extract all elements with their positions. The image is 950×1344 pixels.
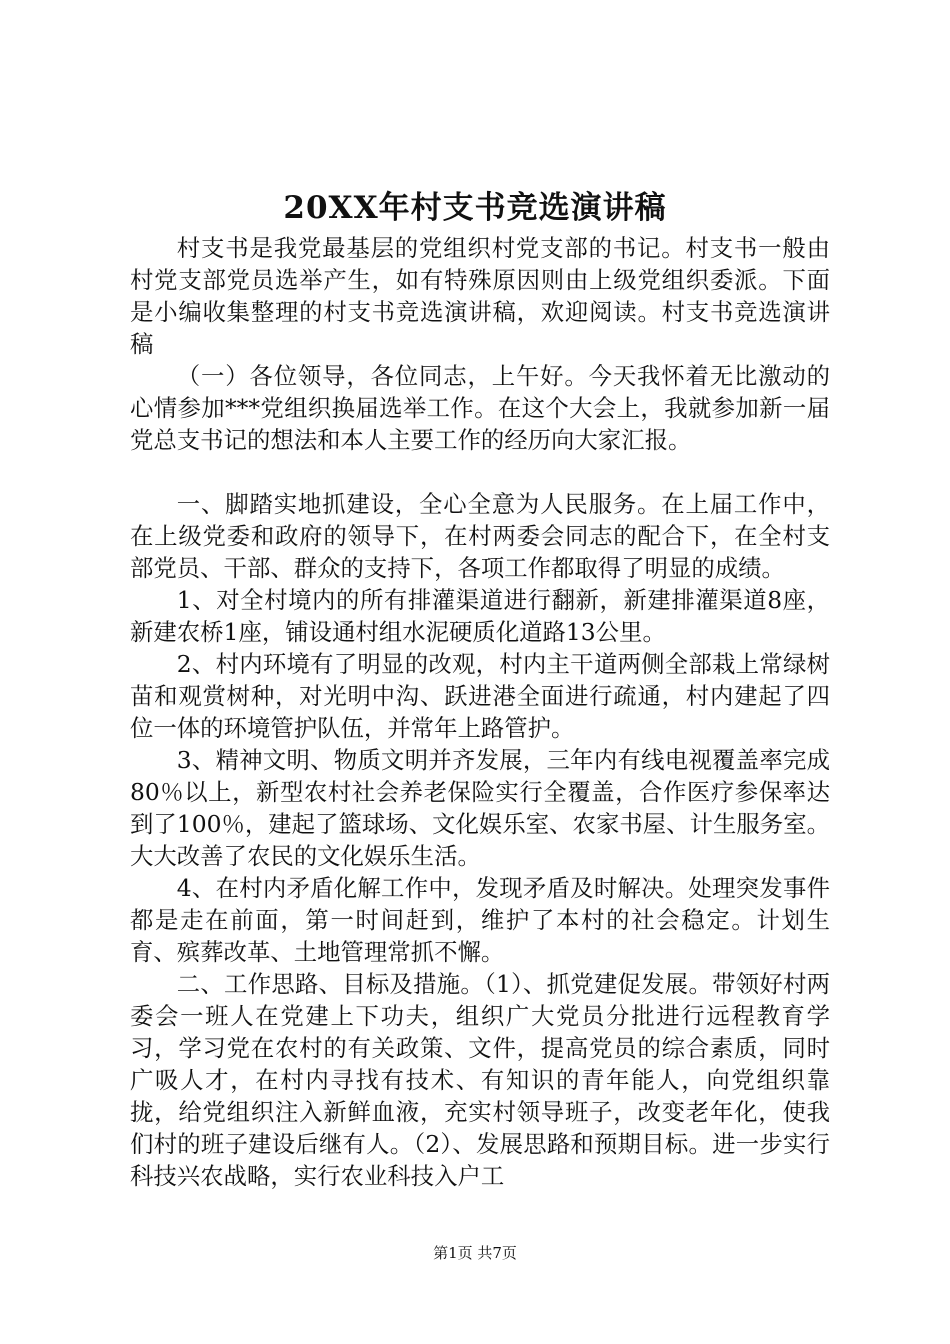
paragraph-item-1: 1、对全村境内的所有排灌渠道进行翻新，新建排灌渠道8座，新建农桥1座，铺设通村组水泥硬质化道路13公里。 xyxy=(130,586,830,646)
paragraph-section-two: 二、工作思路、目标及措施。（1）、抓党建促发展。带领好村两委会一班人在党建上下功夫，组织广大党员分批进行远程教育学习，学习党在农村的有关政策、文件，提高党员的综合素质，同时广吸人才，在村内寻找有技术、有知识的青年能人，向党组织靠拢，给党组织注入新鲜血液，充实村领导班子，改变老年化，使我们村的班子建设后继有人。（2）、发展思路和预期目标。进一步实行科技兴农战略，实行农业科技入户工 xyxy=(130,970,830,1190)
document-title: 20XX年村支书竞选演讲稿 xyxy=(283,190,667,226)
document-body xyxy=(130,232,830,1192)
paragraph-intro: 村支书是我党最基层的党组织村党支部的书记。村支书一般由村党支部党员选举产生，如有特殊原因则由上级党组织委派。下面是小编收集整理的村支书竞选演讲稿，欢迎阅读。村支书竞选演讲稿 xyxy=(130,234,830,358)
page-footer: 第1页 共7页 xyxy=(433,1244,517,1262)
paragraph-item-3: 3、精神文明、物质文明并齐发展，三年内有线电视覆盖率完成80％以上，新型农村社会养老保险实行全覆盖，合作医疗参保率达到了100％，建起了篮球场、文化娱乐室、农家书屋、计生服务室。大大改善了农民的文化娱乐生活。 xyxy=(130,746,830,870)
paragraph-section-one: 一、脚踏实地抓建设，全心全意为人民服务。在上届工作中，在上级党委和政府的领导下，在村两委会同志的配合下，在全村支部党员、干部、群众的支持下，各项工作都取得了明显的成绩。 xyxy=(130,490,830,582)
paragraph-item-2: 2、村内环境有了明显的改观，村内主干道两侧全部栽上常绿树苗和观赏树种，对光明中沟、跃进港全面进行疏通，村内建起了四位一体的环境管护队伍，并常年上路管护。 xyxy=(130,650,830,742)
paragraph-item-4: 4、在村内矛盾化解工作中，发现矛盾及时解决。处理突发事件都是走在前面，第一时间赶到，维护了本村的社会稳定。计划生育、殡葬改革、土地管理常抓不懈。 xyxy=(130,874,830,966)
paragraph-speech-opening: （一）各位领导，各位同志，上午好。今天我怀着无比激动的心情参加***党组织换届选举工作。在这个大会上，我就参加新一届党总支书记的想法和本人主要工作的经历向大家汇报。 xyxy=(130,362,830,454)
